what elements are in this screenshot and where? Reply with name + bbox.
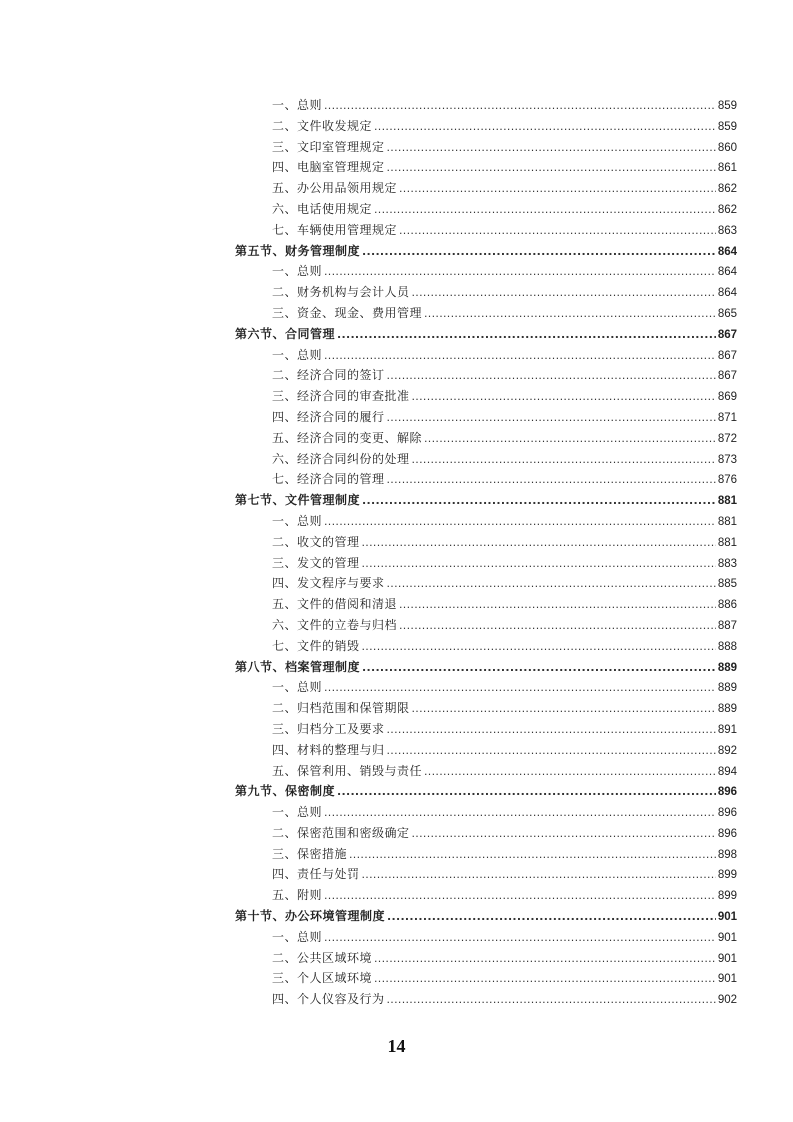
toc-entry-page: 892 <box>717 744 737 757</box>
toc-subsection-entry[interactable] <box>0 928 793 949</box>
toc-dot-leader <box>399 619 716 632</box>
toc-entry-page: 901 <box>717 931 737 944</box>
toc-entry-title: 五、办公用品领用规定 <box>272 181 398 196</box>
toc-subsection-entry[interactable] <box>0 803 793 824</box>
toc-entry-page: 881 <box>717 536 737 549</box>
toc-dot-leader <box>412 827 716 840</box>
toc-dot-leader <box>374 952 716 965</box>
toc-subsection-entry[interactable] <box>0 179 793 200</box>
toc-subsection-entry[interactable] <box>0 678 793 699</box>
toc-dot-leader <box>324 515 716 528</box>
toc-entry-title: 四、个人仪容及行为 <box>272 992 385 1007</box>
toc-entry-title: 五、保管利用、销毁与责任 <box>272 763 423 778</box>
toc-dot-leader <box>324 99 716 112</box>
toc-entry-title: 四、材料的整理与归 <box>272 742 385 757</box>
toc-entry-page: 901 <box>717 973 737 986</box>
toc-dot-leader <box>324 931 716 944</box>
toc-entry-title: 四、责任与处罚 <box>272 867 360 882</box>
toc-entry-title: 七、经济合同的管理 <box>272 472 385 487</box>
toc-entry-title: 一、总则 <box>272 98 323 112</box>
toc-entry-title: 一、总则 <box>272 264 323 279</box>
toc-subsection-entry[interactable] <box>0 200 793 221</box>
toc-subsection-entry[interactable] <box>0 969 793 990</box>
toc-subsection-entry[interactable] <box>0 512 793 533</box>
toc-entry-title: 一、总则 <box>272 513 323 528</box>
toc-dot-leader <box>387 577 716 590</box>
toc-entry-title: 三、归档分工及要求 <box>272 721 385 736</box>
toc-dot-leader <box>387 910 716 923</box>
toc-dot-leader <box>324 681 716 694</box>
toc-entry-page: 889 <box>717 682 737 695</box>
toc-subsection-entry[interactable] <box>0 366 793 387</box>
toc-entry-page: 881 <box>717 515 737 528</box>
toc-dot-leader <box>412 286 716 299</box>
toc-entry-page: 889 <box>717 703 737 716</box>
toc-entry-page: 869 <box>717 391 737 404</box>
toc-entry-page: 891 <box>717 723 737 736</box>
toc-entry-title: 五、经济合同的变更、解除 <box>272 430 423 445</box>
toc-subsection-entry[interactable] <box>0 96 793 117</box>
toc-section-entry[interactable] <box>0 491 793 512</box>
toc-dot-leader <box>374 972 716 985</box>
toc-entry-page: 867 <box>717 370 737 383</box>
toc-entry-page: 896 <box>717 786 737 799</box>
toc-subsection-entry[interactable] <box>0 699 793 720</box>
toc-entry-title: 三、资金、现金、费用管理 <box>272 305 423 320</box>
toc-subsection-entry[interactable] <box>0 616 793 637</box>
toc-entry-page: 864 <box>717 266 737 279</box>
toc-entry-title: 三、个人区域环境 <box>272 971 373 986</box>
toc-entry-page: 901 <box>717 911 737 924</box>
toc-entry-title: 二、经济合同的签订 <box>272 368 385 383</box>
toc-dot-leader <box>362 536 716 549</box>
toc-entry-page: 899 <box>717 869 737 882</box>
toc-entry-page: 862 <box>717 183 737 196</box>
toc-entry-title: 二、公共区域环境 <box>272 950 373 965</box>
toc-subsection-entry[interactable] <box>0 762 793 783</box>
toc-entry-page: 896 <box>717 807 737 820</box>
toc-entry-title: 第六节、合同管理 <box>235 326 336 341</box>
toc-entry-title: 二、财务机构与会计人员 <box>272 285 410 300</box>
toc-subsection-entry[interactable] <box>0 304 793 325</box>
toc-section-entry[interactable] <box>0 658 793 679</box>
toc-dot-leader <box>362 640 716 653</box>
toc-subsection-entry[interactable] <box>0 450 793 471</box>
toc-entry-page: 894 <box>717 765 737 778</box>
toc-dot-leader <box>362 245 716 258</box>
toc-dot-leader <box>324 806 716 819</box>
toc-dot-leader <box>387 473 716 486</box>
toc-dot-leader <box>399 598 716 611</box>
toc-entry-title: 三、文印室管理规定 <box>272 139 385 154</box>
toc-entry-page: 863 <box>717 224 737 237</box>
toc-entry-title: 六、文件的立卷与归档 <box>272 617 398 632</box>
toc-subsection-entry[interactable] <box>0 720 793 741</box>
toc-dot-leader <box>387 723 716 736</box>
toc-entry-page: 899 <box>717 890 737 903</box>
toc-entry-page: 872 <box>717 432 737 445</box>
toc-entry-page: 901 <box>717 952 737 965</box>
toc-dot-leader <box>387 744 716 757</box>
toc-entry-title: 二、保密范围和密级确定 <box>272 825 410 840</box>
table-of-contents <box>0 96 793 1011</box>
toc-subsection-entry[interactable] <box>0 221 793 242</box>
toc-dot-leader <box>387 141 716 154</box>
toc-dot-leader <box>399 182 716 195</box>
toc-dot-leader <box>362 868 716 881</box>
toc-dot-leader <box>387 369 716 382</box>
toc-dot-leader <box>324 265 716 278</box>
toc-entry-title: 二、归档范围和保管期限 <box>272 701 410 716</box>
toc-subsection-entry[interactable] <box>0 741 793 762</box>
toc-subsection-entry[interactable] <box>0 990 793 1011</box>
toc-dot-leader <box>337 328 716 341</box>
toc-subsection-entry[interactable] <box>0 824 793 845</box>
toc-entry-page: 861 <box>717 162 737 175</box>
toc-section-entry[interactable] <box>0 242 793 263</box>
toc-dot-leader <box>374 203 716 216</box>
toc-entry-page: 859 <box>717 120 737 133</box>
toc-dot-leader <box>362 494 716 507</box>
toc-dot-leader <box>362 557 716 570</box>
toc-entry-page: 883 <box>717 557 737 570</box>
toc-dot-leader <box>424 307 716 320</box>
toc-subsection-entry[interactable] <box>0 554 793 575</box>
toc-dot-leader <box>349 848 716 861</box>
toc-entry-page: 867 <box>717 328 737 341</box>
toc-dot-leader <box>324 889 716 902</box>
toc-entry-title: 第八节、档案管理制度 <box>235 659 361 674</box>
toc-subsection-entry[interactable] <box>0 533 793 554</box>
toc-section-entry[interactable] <box>0 907 793 928</box>
toc-subsection-entry[interactable] <box>0 346 793 367</box>
toc-entry-page: 864 <box>717 287 737 300</box>
toc-entry-page: 888 <box>717 640 737 653</box>
toc-subsection-entry[interactable] <box>0 117 793 138</box>
toc-entry-page: 889 <box>717 661 737 674</box>
toc-entry-page: 898 <box>717 848 737 861</box>
toc-entry-page: 881 <box>717 495 737 508</box>
toc-dot-leader <box>337 785 716 798</box>
toc-entry-page: 885 <box>717 578 737 591</box>
toc-entry-title: 一、总则 <box>272 680 323 695</box>
toc-entry-title: 七、车辆使用管理规定 <box>272 222 398 237</box>
toc-entry-title: 六、经济合同纠份的处理 <box>272 451 410 466</box>
toc-entry-page: 862 <box>717 203 737 216</box>
toc-dot-leader <box>387 161 716 174</box>
toc-entry-title: 三、发文的管理 <box>272 555 360 570</box>
toc-entry-title: 五、文件的借阅和清退 <box>272 597 398 612</box>
toc-subsection-entry[interactable] <box>0 262 793 283</box>
toc-subsection-entry[interactable] <box>0 637 793 658</box>
toc-section-entry[interactable] <box>0 782 793 803</box>
toc-entry-title: 六、电话使用规定 <box>272 201 373 216</box>
page-number: 14 <box>387 1036 406 1056</box>
toc-dot-leader <box>399 224 716 237</box>
toc-entry-page: 886 <box>717 599 737 612</box>
toc-entry-title: 七、文件的销毁 <box>272 638 360 653</box>
toc-entry-page: 859 <box>717 100 737 112</box>
toc-subsection-entry[interactable] <box>0 949 793 970</box>
toc-entry-page: 865 <box>717 307 737 320</box>
toc-subsection-entry[interactable] <box>0 886 793 907</box>
toc-entry-title: 一、总则 <box>272 805 323 820</box>
toc-dot-leader <box>374 120 716 133</box>
toc-dot-leader <box>324 349 716 362</box>
toc-subsection-entry[interactable] <box>0 387 793 408</box>
toc-dot-leader <box>412 702 716 715</box>
toc-entry-page: 864 <box>717 245 737 258</box>
toc-section-entry[interactable] <box>0 325 793 346</box>
toc-entry-title: 二、收文的管理 <box>272 534 360 549</box>
toc-entry-title: 三、经济合同的审查批准 <box>272 389 410 404</box>
toc-subsection-entry[interactable] <box>0 138 793 159</box>
toc-entry-title: 一、总则 <box>272 929 323 944</box>
toc-entry-page: 876 <box>717 474 737 487</box>
toc-dot-leader <box>424 765 716 778</box>
toc-entry-page: 873 <box>717 453 737 466</box>
toc-entry-title: 第十节、办公环境管理制度 <box>235 909 386 924</box>
toc-dot-leader <box>362 661 716 674</box>
toc-entry-title: 第九节、保密制度 <box>235 784 336 799</box>
toc-entry-title: 第七节、文件管理制度 <box>235 493 361 508</box>
toc-entry-page: 860 <box>717 141 737 154</box>
toc-subsection-entry[interactable] <box>0 574 793 595</box>
toc-entry-title: 四、发文程序与要求 <box>272 576 385 591</box>
toc-entry-page: 902 <box>717 994 737 1007</box>
toc-entry-title: 第五节、财务管理制度 <box>235 243 361 258</box>
toc-dot-leader <box>424 432 716 445</box>
toc-entry-page: 887 <box>717 619 737 632</box>
toc-subsection-entry[interactable] <box>0 865 793 886</box>
toc-subsection-entry[interactable] <box>0 283 793 304</box>
toc-subsection-entry[interactable] <box>0 595 793 616</box>
toc-entry-title: 一、总则 <box>272 347 323 362</box>
toc-subsection-entry[interactable] <box>0 408 793 429</box>
toc-dot-leader <box>412 390 716 403</box>
toc-entry-page: 896 <box>717 827 737 840</box>
toc-entry-title: 四、经济合同的履行 <box>272 409 385 424</box>
toc-subsection-entry[interactable] <box>0 429 793 450</box>
toc-dot-leader <box>387 993 716 1006</box>
toc-entry-page: 867 <box>717 349 737 362</box>
toc-subsection-entry[interactable] <box>0 845 793 866</box>
toc-entry-title: 二、文件收发规定 <box>272 118 373 133</box>
toc-entry-title: 四、电脑室管理规定 <box>272 160 385 175</box>
toc-dot-leader <box>412 453 716 466</box>
toc-entry-title: 五、附则 <box>272 888 323 903</box>
toc-entry-page: 871 <box>717 411 737 424</box>
toc-subsection-entry[interactable] <box>0 158 793 179</box>
toc-entry-title: 三、保密措施 <box>272 846 348 861</box>
toc-subsection-entry[interactable] <box>0 470 793 491</box>
toc-dot-leader <box>387 411 716 424</box>
